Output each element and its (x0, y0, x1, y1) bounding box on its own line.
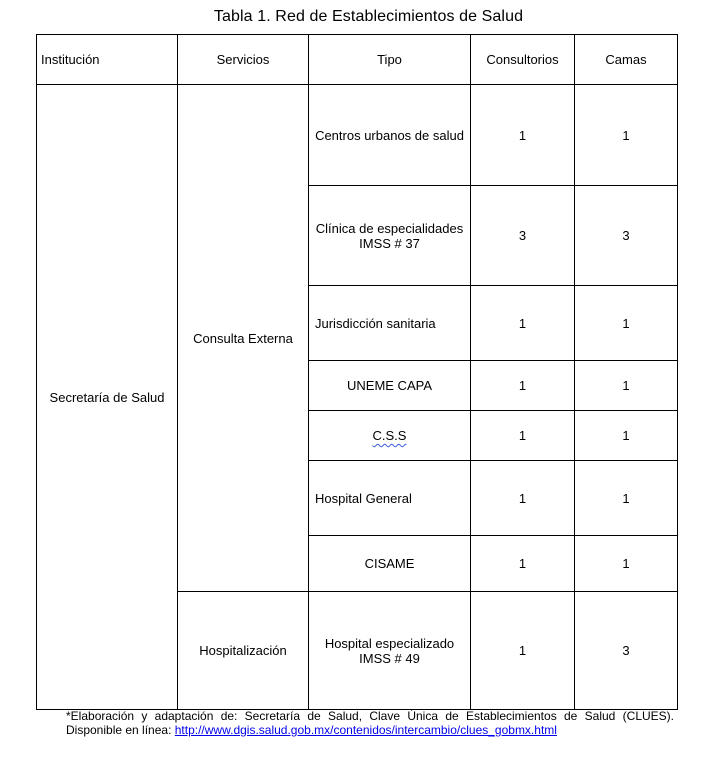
header-consultorios: Consultorios (471, 35, 575, 85)
consultorios-cell: 1 (471, 85, 575, 186)
camas-cell: 3 (575, 186, 678, 286)
consultorios-cell: 3 (471, 186, 575, 286)
consultorios-cell: 1 (471, 592, 575, 710)
clues-link[interactable]: http://www.dgis.salud.gob.mx/contenidos/intercambio/clues_gobmx.html (174, 723, 557, 737)
header-servicios: Servicios (178, 35, 309, 85)
establishments-table (36, 34, 678, 710)
header-camas: Camas (575, 35, 678, 85)
consultorios-cell: 1 (471, 461, 575, 536)
consultorios-cell: 1 (471, 286, 575, 361)
tipo-cell: Hospital General (309, 461, 471, 536)
tipo-cell: UNEME CAPA (309, 361, 471, 411)
source-footnote (66, 709, 674, 737)
css-label: C.S.S (372, 428, 407, 443)
camas-cell: 1 (575, 411, 678, 461)
tipo-cell: Hospital especializado IMSS # 49 (309, 592, 471, 710)
tipo-cell: Centros urbanos de salud (309, 85, 471, 186)
consultorios-cell: 1 (471, 536, 575, 592)
service-cell-hospitalizacion: Hospitalización (178, 592, 309, 710)
camas-cell: 1 (575, 85, 678, 186)
tipo-cell: CISAME (309, 536, 471, 592)
header-row (37, 35, 678, 85)
camas-cell: 3 (575, 592, 678, 710)
camas-cell: 1 (575, 361, 678, 411)
tipo-cell (309, 411, 471, 461)
camas-cell: 1 (575, 286, 678, 361)
table-title: Tabla 1. Red de Establecimientos de Salud (213, 8, 524, 25)
header-tipo: Tipo (309, 35, 471, 85)
camas-cell: 1 (575, 536, 678, 592)
footnote-text: *Elaboración y adaptación de: Secretaría de Salud, Clave Única de Establecimientos de Salud (CLUES). Disponible en línea: (66, 709, 674, 737)
tipo-cell: Jurisdicción sanitaria (309, 286, 471, 361)
camas-cell: 1 (575, 461, 678, 536)
consultorios-cell: 1 (471, 361, 575, 411)
institution-cell: Secretaría de Salud (37, 85, 178, 710)
header-institucion: Institución (37, 35, 178, 85)
tipo-cell: Clínica de especialidades IMSS # 37 (309, 186, 471, 286)
table-row (37, 85, 678, 186)
consultorios-cell: 1 (471, 411, 575, 461)
service-cell-consulta-externa: Consulta Externa (178, 85, 309, 592)
